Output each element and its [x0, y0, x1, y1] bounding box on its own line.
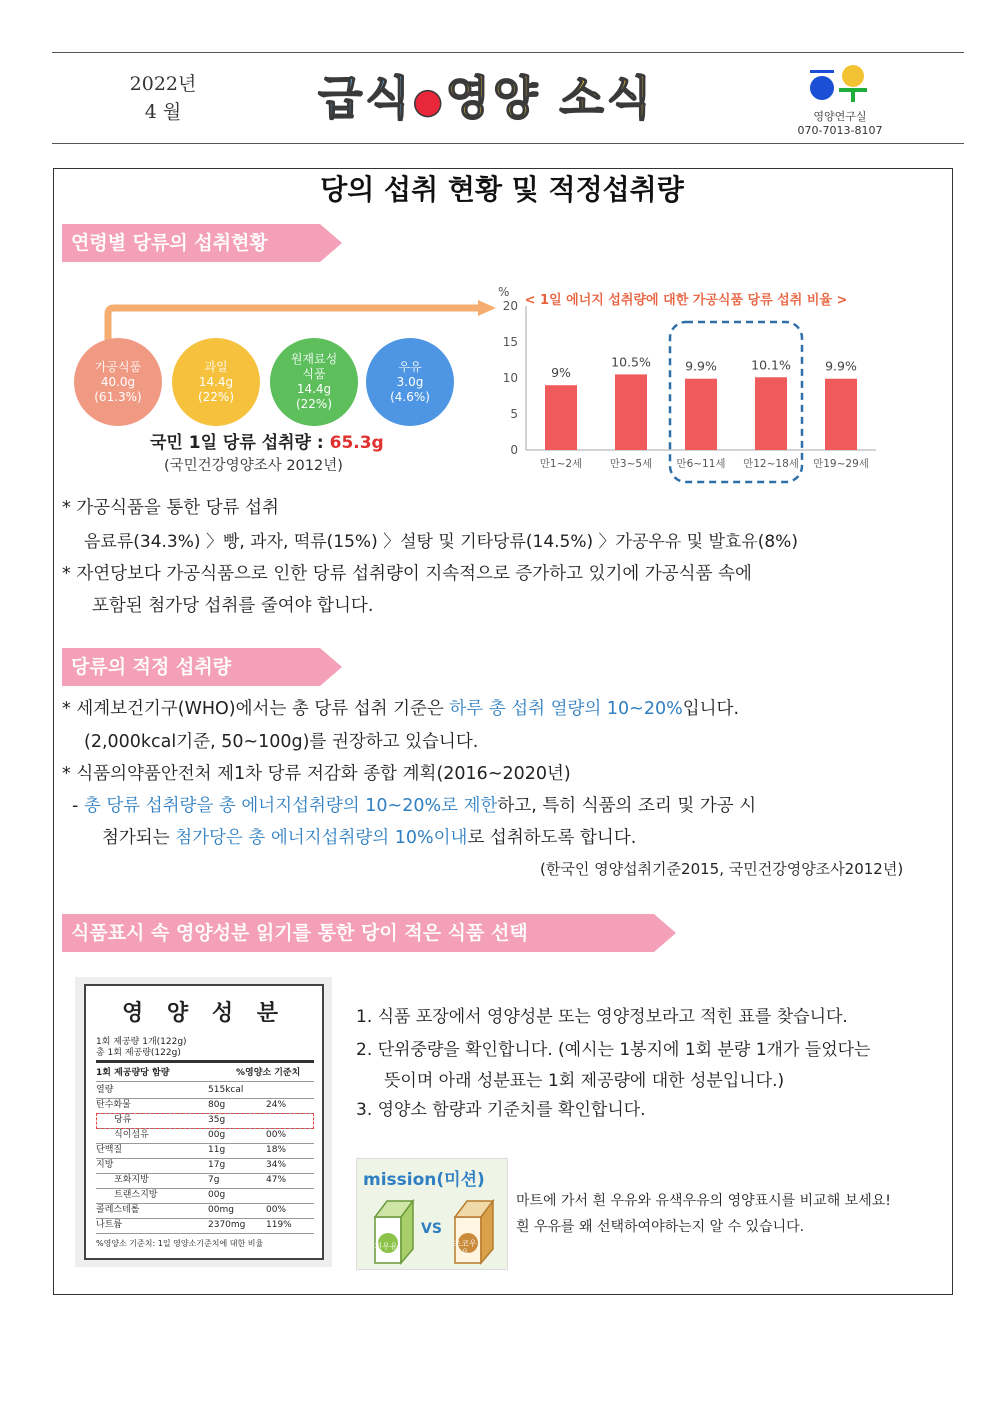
mfds-plan: * 식품의약품안전처 제1차 당류 저감화 종합 계획(2016~2020년) [62, 764, 571, 784]
nutrition-label [84, 984, 324, 1260]
nutrition-serving1: 1회 제공량 1개(122g) [96, 1037, 187, 1047]
org-info [790, 110, 890, 138]
bullet-processed-title: * 가공식품을 통한 당류 섭취 [62, 498, 279, 518]
nutrition-serving2: 총 1회 제공량(122g) [96, 1048, 181, 1058]
section2-source: (한국인 영양섭취기준2015, 국민건강영양조사2012년) [540, 860, 904, 878]
issue-date [108, 70, 218, 126]
nutrition-name: 포화지방 [114, 1175, 149, 1185]
chart-data-label: 10.1% [751, 357, 791, 373]
intake-circle-pct: (4.6%) [390, 389, 430, 404]
intake-circle-amount: 14.4g [198, 374, 234, 389]
nutrition-pct: 34% [266, 1160, 287, 1170]
mission-vs: VS [421, 1221, 442, 1237]
nutrition-row [96, 1173, 314, 1189]
org-logo [798, 60, 878, 104]
nutrition-name: 탄수화물 [96, 1100, 131, 1110]
chart-ytick: 5 [510, 407, 518, 421]
section-heading-intake: 연령별 당류의 섭취현황 [62, 224, 320, 262]
mfds-limit [72, 790, 756, 822]
nutrition-name: 트랜스지방 [114, 1190, 158, 1200]
intake-circle-1 [172, 338, 260, 426]
intake-total [150, 428, 384, 453]
nutrition-amount: 35g [208, 1115, 226, 1125]
nutrition-name: 콜레스테롤 [96, 1205, 140, 1215]
nutrition-name: 단백질 [96, 1145, 123, 1155]
nutrition-name: 당류 [114, 1115, 132, 1125]
nutrition-name: 나트륨 [96, 1220, 123, 1230]
chart-ytick: 15 [502, 335, 518, 349]
milk-white-label: 흰우유 [374, 1242, 398, 1251]
intake-value: 65.3g [329, 433, 384, 453]
nutrition-amount: 7g [208, 1175, 220, 1185]
bullet-processed-detail: 음료류(34.3%) 〉빵, 과자, 떡류(15%) 〉설탕 및 기타당류(14.5%) 〉가공우유 및 발효유(8%) [84, 532, 798, 552]
top-rule [52, 52, 964, 53]
chart-xtick: 만6~11세 [676, 458, 726, 470]
nutrition-row [96, 1083, 314, 1099]
nutrition-name: 지방 [96, 1160, 114, 1170]
mission-line2: 흰 우유를 왜 선택하여야하는지 알 수 있습니다. [516, 1219, 805, 1235]
nutrition-name: 식이섬유 [114, 1130, 149, 1140]
mission-title: mission(미션) [363, 1170, 485, 1190]
nutrition-name: 열량 [96, 1085, 114, 1095]
section-heading-label-reading: 식품표시 속 영양성분 읽기를 통한 당이 적은 식품 선택 [62, 914, 654, 952]
chart-title: < 1일 에너지 섭취량에 대한 가공식품 당류 섭취 비율 > [524, 293, 848, 308]
chart-ylabel: % [498, 285, 510, 299]
intake-circle-label: 원재료성 식품 [290, 352, 338, 381]
mfds-added [102, 822, 636, 854]
nutrition-row [96, 1203, 314, 1219]
chart-xtick: 만3~5세 [609, 458, 653, 470]
mission-line1: 마트에 가서 흰 우유와 유색우유의 영양표시를 비교해 보세요! [516, 1193, 891, 1209]
intake-circle-label: 과일 [204, 359, 228, 374]
org-name: 영양연구실 [813, 110, 867, 123]
nutrition-pct: 24% [266, 1100, 287, 1110]
mfds-added-a: 첨가되는 [102, 828, 176, 848]
nutrition-amount: 2370mg [208, 1220, 246, 1230]
nutrition-col-head1: 1회 제공량당 함량 [96, 1068, 170, 1078]
logo-icon [798, 60, 878, 104]
chart-data-label: 9.9% [825, 358, 857, 374]
chart-ytick: 10 [502, 371, 518, 385]
intake-circle-0 [74, 338, 162, 426]
nutrition-row [96, 1098, 314, 1114]
org-phone: 070-7013-8107 [797, 124, 883, 137]
title-part1: 급식 [318, 71, 413, 125]
nutrition-row [96, 1128, 314, 1144]
nutrition-thick-rule [96, 1060, 314, 1063]
nutrition-amount: 00g [208, 1130, 226, 1140]
label-step: 3. 영양소 함량과 기준치를 확인합니다. [356, 1100, 646, 1120]
intake-label: 국민 1일 당류 섭취량 : [150, 433, 330, 453]
title-part2: 영양 소식 [445, 71, 655, 125]
nutrition-title: 영 양 성 분 [122, 1001, 286, 1026]
chart-bar [825, 379, 857, 450]
mfds-added-highlight: 첨가당은 총 에너지섭취량의 10%이내 [175, 828, 468, 848]
bottom-rule [52, 143, 964, 144]
intake-circle-pct: (22%) [197, 389, 235, 404]
nutrition-row [96, 1158, 314, 1174]
nutrition-pct: 00% [266, 1130, 287, 1140]
nutrition-row [96, 1188, 314, 1204]
nutrition-footnote: %영양소 기준치: 1일 영양소기준치에 대한 비율 [96, 1239, 264, 1248]
intake-circle-amount: 14.4g [296, 382, 332, 396]
label-step: 뜻이며 아래 성분표는 1회 제공량에 대한 성분입니다.) [384, 1071, 785, 1091]
chart-data-label: 9% [551, 365, 571, 381]
chart-bar [615, 374, 647, 450]
chart-xtick: 만1~2세 [539, 458, 583, 470]
nutrition-amount: 00mg [208, 1205, 234, 1215]
milk-choco-label: 초코우유 [453, 1239, 477, 1257]
nutrition-amount: 515kcal [208, 1085, 244, 1095]
chart-xtick: 만19~29세 [813, 458, 869, 470]
chart-data-label: 10.5% [611, 354, 651, 370]
nutrition-amount: 80g [208, 1100, 226, 1110]
nutrition-row [96, 1113, 314, 1129]
who-line [62, 693, 739, 725]
mfds-added-rest: 로 섭취하도록 합니다. [467, 828, 637, 848]
who-text-c: 입니다. [682, 699, 740, 719]
who-text-a: * 세계보건기구(WHO)에서는 총 당류 섭취 기준은 [62, 699, 450, 719]
nutrition-amount: 17g [208, 1160, 226, 1170]
intake-circle-label: 우유 [398, 359, 422, 374]
bullet-added-sugar-2: 포함된 첨가당 섭취를 줄여야 합니다. [92, 596, 374, 616]
intake-circle-label: 가공식품 [94, 359, 142, 374]
nutrition-row [96, 1143, 314, 1159]
nutrition-pct: 00% [266, 1205, 287, 1215]
chart-ytick: 20 [502, 299, 518, 313]
section-heading-proper-intake: 당류의 적정 섭취량 [62, 648, 320, 686]
main-title: 당의 섭취 현황 및 적정섭취량 [320, 173, 684, 206]
label-step: 1. 식품 포장에서 영양성분 또는 영양정보라고 적힌 표를 찾습니다. [356, 1007, 848, 1027]
issue-month: 4 월 [144, 101, 182, 123]
intake-circle-amount: 40.0g [100, 374, 136, 389]
label-step: 2. 단위중량을 확인합니다. (예시는 1봉지에 1회 분량 1개가 들었다는 [356, 1040, 871, 1060]
intake-circle-3 [366, 338, 454, 426]
mission-text [516, 1188, 891, 1240]
chart-ytick: 0 [510, 443, 518, 457]
newsletter-title [318, 68, 654, 128]
nutrition-row [96, 1218, 314, 1234]
title-dot-icon: ● [412, 81, 446, 122]
mfds-limit-rest: 하고, 특히 식품의 조리 및 가공 시 [497, 796, 757, 816]
chart-bar [755, 377, 787, 450]
chart-bar [545, 385, 577, 450]
nutrition-pct: 119% [266, 1220, 292, 1230]
nutrition-pct: 18% [266, 1145, 287, 1155]
nutrition-amount: 11g [208, 1145, 226, 1155]
intake-circle-2 [270, 338, 358, 426]
intake-circle-pct: (61.3%) [94, 389, 142, 404]
bullet-added-sugar-1: * 자연당보다 가공식품으로 인한 당류 섭취량이 지속적으로 증가하고 있기에 가공식품 속에 [62, 564, 752, 584]
mission-card [356, 1158, 508, 1270]
nutrition-header-row [96, 1066, 314, 1082]
intake-source: (국민건강영양조사 2012년) [164, 458, 343, 474]
mfds-limit-highlight: 총 당류 섭취량을 총 에너지섭취량의 10~20%로 제한 [83, 796, 498, 816]
who-text-highlight: 하루 총 섭취 열량의 10~20% [449, 699, 683, 719]
sugar-ratio-chart [490, 282, 885, 492]
chart-bar [685, 379, 717, 450]
nutrition-col-head2: %영양소 기준치 [236, 1068, 301, 1078]
nutrition-amount: 00g [208, 1190, 226, 1200]
intake-circle-pct: (22%) [295, 397, 333, 411]
chart-xtick: 만12~18세 [743, 458, 799, 470]
chart-data-label: 9.9% [685, 358, 717, 374]
mfds-dash: - [72, 796, 84, 816]
intake-circle-amount: 3.0g [396, 374, 424, 389]
nutrition-pct: 47% [266, 1175, 287, 1185]
who-recommend: (2,000kcal기준, 50~100g)를 권장하고 있습니다. [84, 732, 479, 752]
issue-year: 2022년 [129, 73, 197, 95]
